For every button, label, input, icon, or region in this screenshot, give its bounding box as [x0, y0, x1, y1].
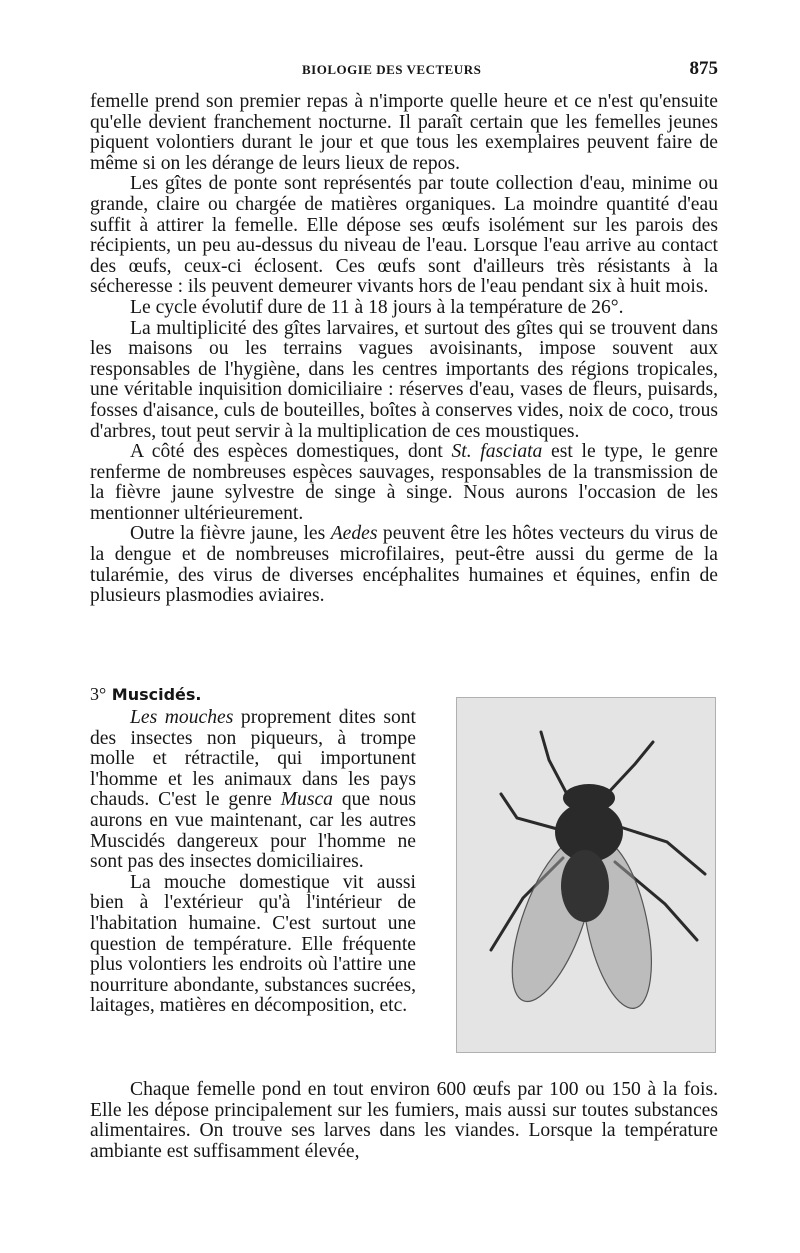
- side-paragraph-1-b: que nous aurons en vue maintenant, car les autres Muscidés dangereux pour l'homme ne sont pas des insectes domiciliaires.: [90, 789, 416, 873]
- section-title: Muscidés.: [111, 685, 202, 704]
- fly-leg-mid-right: [617, 826, 705, 874]
- genus-name: Aedes: [330, 523, 378, 545]
- paragraph-4: La multiplicité des gîtes larvaires, et surtout des gîtes qui se trouvent dans les maisons ou les terrains vagues avoisinants, impose souvent aux responsables de l'hygiène, dans les centres importants des régions tropicales, une véritable inquisition domiciliaire : réserves d'eau, vases de fleurs, puisards, fosses d'aisance, culs de bouteilles, boîtes à conserves vides, noix de coco, trous d'arbres, tout peut servir à la multiplication de ces moustiques.: [90, 317, 718, 442]
- fly-leg-front-left: [541, 732, 569, 798]
- genus-musca: Musca: [280, 789, 333, 811]
- side-paragraph-1: [90, 708, 416, 873]
- running-title: BIOLOGIE DES VECTEURS: [302, 62, 482, 77]
- page-number: 875: [689, 58, 718, 79]
- fly-abdomen: [561, 850, 609, 922]
- section-number: 3°: [90, 684, 107, 704]
- section-heading: [90, 684, 202, 705]
- fly-leg-mid-left: [501, 794, 561, 830]
- housefly-photo: [456, 697, 716, 1053]
- paragraph-1: femelle prend son premier repas à n'importe quelle heure et ce n'est qu'ensuite qu'elle devient franchement nocturne. Il paraît certain que les femelles jeunes piquent volontiers durant le jour et que tous les exemplaires peuvent faire de même si on les dérange de leurs lieux de repos.: [90, 91, 718, 174]
- side-paragraph-1-a: proprement dites sont des insectes non piqueurs, à trompe molle et rétractile, qui importunent l'homme et les animaux dans les pays chauds. C'est le genre: [90, 707, 416, 811]
- fly-leg-front-right: [607, 742, 653, 794]
- side-text-block: [90, 708, 416, 1017]
- main-text-block: [90, 92, 718, 607]
- housefly-illustration: [457, 698, 715, 1052]
- paragraph-6-end: peuvent être les hôtes vecteurs du virus de la dengue et de nombreuses microfilaires, peut-être aussi du germe de la tularémie, des virus de diverses encéphalites humaines et équines, enfin de plusieurs plasmodies aviaires.: [90, 523, 718, 607]
- term-les-mouches: Les mouches: [130, 707, 234, 728]
- side-paragraph-2: La mouche domestique vit aussi bien à l'extérieur qu'à l'intérieur de l'habitation humaine. C'est surtout une question de température. Elle fréquente plus volontiers les endroits où l'attire une nourriture abondante, substances sucrées, laitages, matières en décomposition, etc.: [90, 871, 416, 1017]
- paragraph-6: [90, 524, 718, 606]
- paragraph-5-start: A côté des espèces domestiques, dont: [130, 441, 452, 463]
- bottom-paragraph: Chaque femelle pond en tout environ 600 œufs par 100 ou 150 à la fois. Elle les dépose principalement sur les fumiers, mais aussi sur toutes substances alimentaires. On trouve ses larves dans les viandes. Lorsque la température ambiante est suffisamment élevée,: [90, 1079, 718, 1162]
- bottom-text-block: [90, 1080, 718, 1162]
- paragraph-6-start: Outre la fièvre jaune, les: [130, 523, 331, 545]
- page-header: [90, 58, 718, 82]
- paragraph-5-end: est le type, le genre renferme de nombreuses espèces sauvages, responsables de la transmission de la fièvre jaune sylvestre de singe à singe. Nous aurons l'occasion de les mentionner ultérieurement.: [90, 441, 718, 524]
- species-name: St. fasciata: [451, 441, 543, 463]
- paragraph-3: Le cycle évolutif dure de 11 à 18 jours à la température de 26°.: [130, 296, 624, 318]
- paragraph-5: [90, 442, 718, 524]
- paragraph-2: Les gîtes de ponte sont représentés par toute collection d'eau, minime ou grande, claire ou chargée de matières organiques. La moindre quantité d'eau suffit à attirer la femelle. Elle dépose ses œufs isolément sur les parois des récipients, un peu au-dessus du niveau de l'eau. Lorsque l'eau arrive au contact des œufs, ceux-ci éclosent. Ces œufs sont d'ailleurs très résistants à la sécheresse : ils peuvent demeurer vivants hors de l'eau pendant six à huit mois.: [90, 173, 718, 298]
